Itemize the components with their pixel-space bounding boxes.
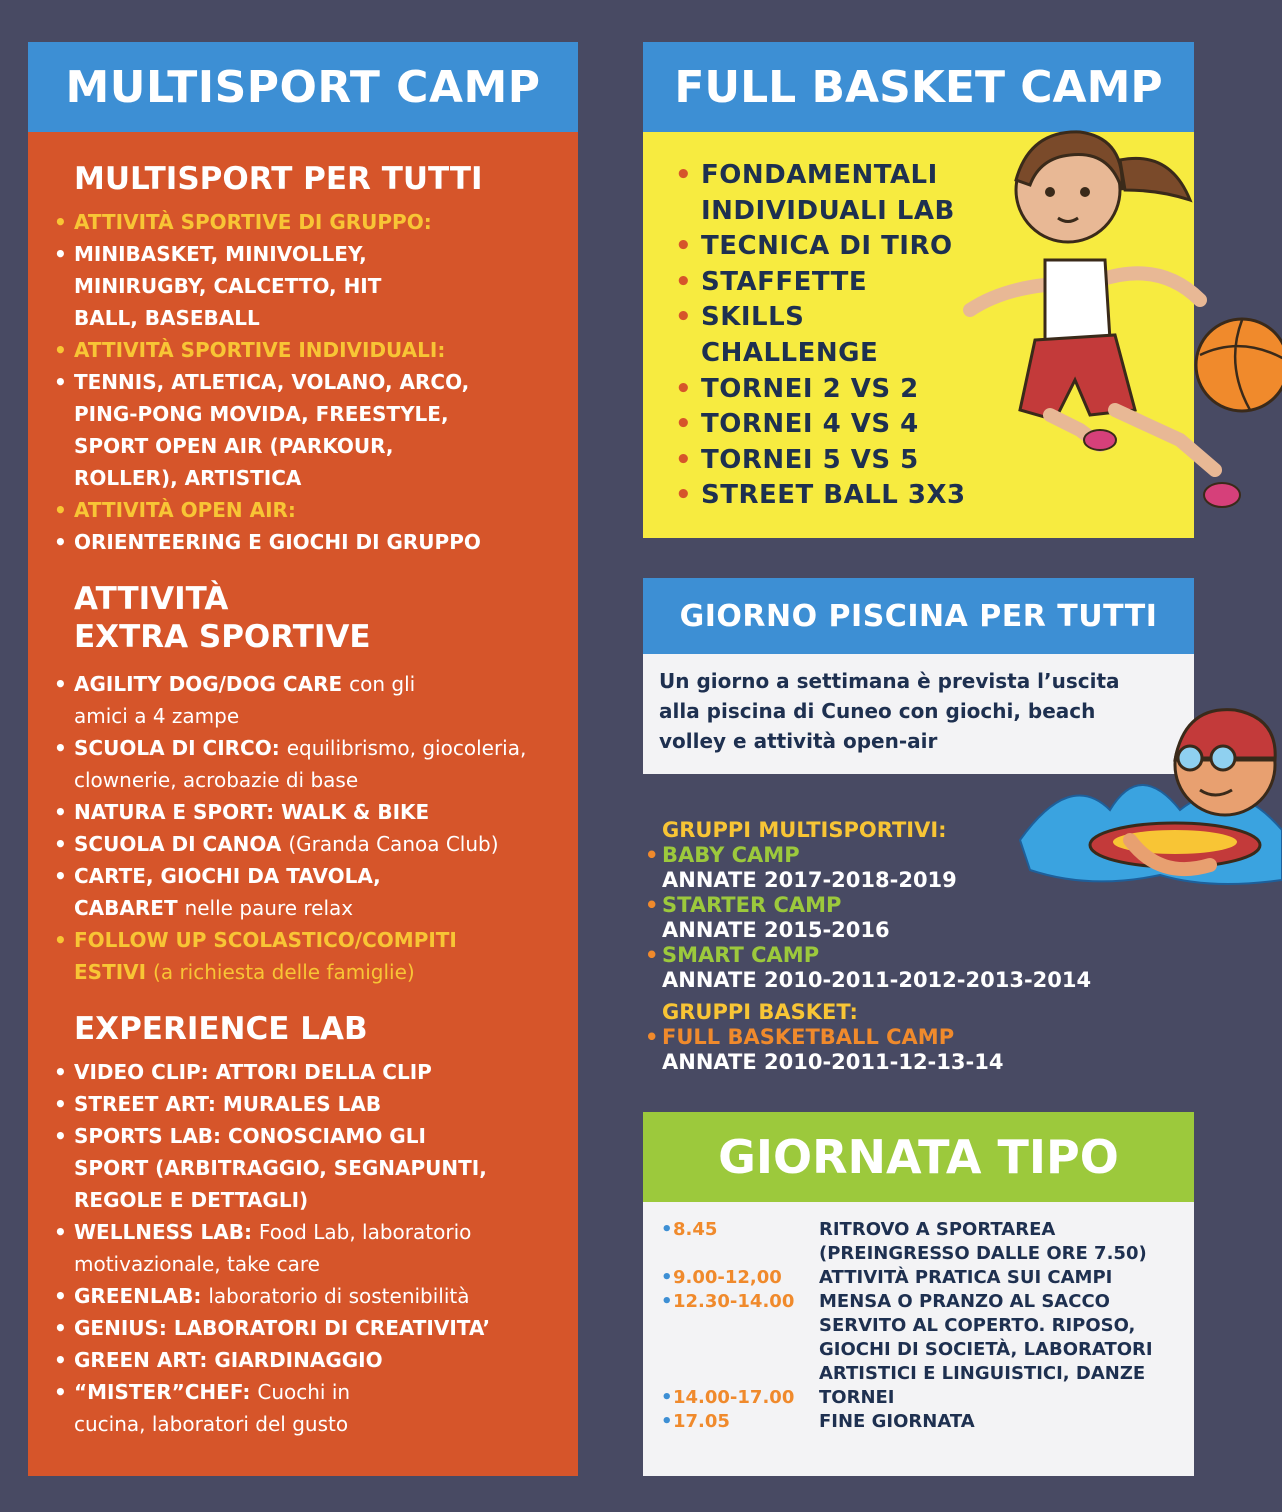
schedule-row: [661, 1410, 1194, 1434]
list-item: • STREET BALL 3X3: [675, 478, 1194, 514]
list-item: • SKILLS CHALLENGE: [675, 300, 895, 371]
list-item: • ATTIVITÀ SPORTIVE DI GRUPPO:: [54, 206, 560, 238]
list-item: • MINIBASKET, MINIVOLLEY, MINIRUGBY, CALCETTO, HIT BALL, BASEBALL: [54, 238, 414, 334]
section-title-line1: ATTIVITÀ: [74, 581, 229, 617]
section-title-experience-lab: EXPERIENCE LAB: [74, 1011, 368, 1047]
item-strong: GREEN ART: GIARDINAGGIO: [74, 1348, 383, 1372]
schedule-desc: FINE GIORNATA: [819, 1411, 975, 1432]
section-title-line2: EXTRA SPORTIVE: [74, 619, 371, 655]
pool-header: [643, 578, 1194, 654]
schedule-title: GIORNATA TIPO: [718, 1130, 1119, 1184]
item-strong: GENIUS: LABORATORI DI CREATIVITA’: [74, 1316, 491, 1340]
group-name: • FULL BASKETBALL CAMP: [645, 1025, 1205, 1050]
item-strong: GREENLAB:: [74, 1284, 202, 1308]
pool-description: Un giorno a settimana è prevista l’uscita alla piscina di Cuneo con giochi, beach volley e attività open-air: [659, 669, 1120, 753]
item-strong: VIDEO CLIP: ATTORI DELLA CLIP: [74, 1060, 432, 1084]
list-item: [54, 828, 560, 860]
item-normal: nelle paure relax: [184, 896, 354, 920]
schedule-row: [661, 1266, 1194, 1290]
list-item: [54, 668, 474, 732]
extra-sportive-list: [54, 668, 560, 988]
item-normal: (a richiesta delle famiglie): [153, 960, 415, 984]
list-item: [54, 1056, 560, 1088]
list-item: [54, 1376, 394, 1440]
list-item: • TECNICA DI TIRO: [675, 229, 1194, 265]
schedule-desc: RITROVO A SPORTAREA (PREINGRESSO DALLE ORE 7.50): [819, 1219, 1147, 1264]
schedule-time: • 8.45: [661, 1218, 819, 1266]
schedule-row: [661, 1218, 1194, 1266]
experience-lab-list: [54, 1056, 560, 1440]
list-item: [54, 1088, 560, 1120]
list-item: • TORNEI 4 VS 4: [675, 407, 1194, 443]
list-item: [54, 860, 434, 924]
group-name: • STARTER CAMP: [645, 893, 1205, 918]
item-normal: con gli amici a 4 zampe: [74, 672, 416, 728]
schedule-panel: [643, 1112, 1194, 1476]
list-item: • STAFFETTE: [675, 265, 1194, 301]
item-strong: WELLNESS LAB:: [74, 1220, 252, 1244]
item-strong: NATURA E SPORT: WALK & BIKE: [74, 800, 430, 824]
multisport-title: MULTISPORT CAMP: [65, 61, 541, 113]
item-normal: (Granda Canoa Club): [288, 832, 499, 856]
schedule-desc: ATTIVITÀ PRATICA SUI CAMPI: [819, 1267, 1113, 1288]
group-years: ANNATE 2017-2018-2019: [662, 868, 957, 892]
multisport-list: [54, 206, 560, 558]
item-strong: FOLLOW UP SCOLASTICO/COMPITI ESTIVI: [74, 928, 457, 984]
basket-title: FULL BASKET CAMP: [674, 61, 1163, 113]
schedule-time: • 9.00-12,00: [661, 1266, 819, 1290]
list-item: • ORIENTEERING E GIOCHI DI GRUPPO: [54, 526, 560, 558]
schedule-header: [643, 1112, 1194, 1202]
schedule-row: [661, 1386, 1194, 1410]
item-strong: STREET ART: MURALES LAB: [74, 1092, 382, 1116]
groups-multi-title: GRUPPI MULTISPORTIVI:: [662, 818, 947, 842]
group-name: • SMART CAMP: [645, 943, 1205, 968]
multisport-body: [28, 132, 578, 1476]
basketball-girl-illustration: [950, 110, 1282, 530]
group-years: ANNATE 2010-2011-12-13-14: [662, 1050, 1004, 1074]
list-item: • TORNEI 5 VS 5: [675, 443, 1194, 479]
list-item: [54, 1312, 560, 1344]
list-item: [54, 1120, 504, 1216]
list-item: [54, 732, 560, 796]
section-title-extra-sportive: [74, 580, 560, 656]
item-normal: Cuochi in cucina, laboratori del gusto: [74, 1380, 351, 1436]
list-item: [54, 1280, 560, 1312]
list-item: • ATTIVITÀ SPORTIVE INDIVIDUALI:: [54, 334, 560, 366]
item-normal: equilibrismo, giocoleria, clownerie, acrobazie di base: [74, 736, 527, 792]
multisport-panel: [28, 42, 578, 1476]
list-item: [54, 1344, 560, 1376]
list-item: • TENNIS, ATLETICA, VOLANO, ARCO, PING-PONG MOVIDA, FREESTYLE, SPORT OPEN AIR (PARKOUR, ROLLER), ARTISTICA: [54, 366, 494, 494]
schedule-time: • 17.05: [661, 1410, 819, 1434]
item-strong: SPORTS LAB: CONOSCIAMO GLI SPORT (ARBITRAGGIO, SEGNAPUNTI, REGOLE E DETTAGLI): [74, 1124, 487, 1212]
item-strong: CARTE, GIOCHI DA TAVOLA, CABARET: [74, 864, 381, 920]
groups-section: [645, 818, 1205, 1075]
list-item: [54, 796, 560, 828]
schedule-body: [643, 1202, 1194, 1476]
group-years: ANNATE 2015-2016: [662, 918, 890, 942]
item-normal: laboratorio di sostenibilità: [208, 1284, 470, 1308]
list-item: • ATTIVITÀ OPEN AIR:: [54, 494, 560, 526]
group-years: ANNATE 2010-2011-2012-2013-2014: [662, 968, 1092, 992]
section-title-multisport-per-tutti: MULTISPORT PER TUTTI: [74, 161, 483, 197]
schedule-desc: MENSA O PRANZO AL SACCO SERVITO AL COPERTO. RIPOSO, GIOCHI DI SOCIETÀ, LABORATORI ARTISTICI E LINGUISTICI, DANZE: [819, 1291, 1153, 1384]
schedule-row: [661, 1290, 1194, 1386]
item-strong: SCUOLA DI CIRCO:: [74, 736, 280, 760]
item-normal: Food Lab, laboratorio motivazionale, take care: [74, 1220, 472, 1276]
list-item: [54, 924, 514, 988]
item-strong: AGILITY DOG/DOG CARE: [74, 672, 343, 696]
item-strong: “MISTER”CHEF:: [74, 1380, 251, 1404]
list-item: • TORNEI 2 VS 2: [675, 372, 1194, 408]
groups-basket-title: GRUPPI BASKET:: [662, 1000, 858, 1024]
schedule-desc: TORNEI: [819, 1387, 895, 1408]
group-name: • BABY CAMP: [645, 843, 1205, 868]
multisport-header: [28, 42, 578, 132]
schedule-time: • 12.30-14.00: [661, 1290, 819, 1386]
list-item: [54, 1216, 524, 1280]
pool-title: GIORNO PISCINA PER TUTTI: [679, 598, 1158, 634]
list-item: • FONDAMENTALI INDIVIDUALI LAB: [675, 158, 965, 229]
item-strong: SCUOLA DI CANOA: [74, 832, 282, 856]
schedule-time: • 14.00-17.00: [661, 1386, 819, 1410]
